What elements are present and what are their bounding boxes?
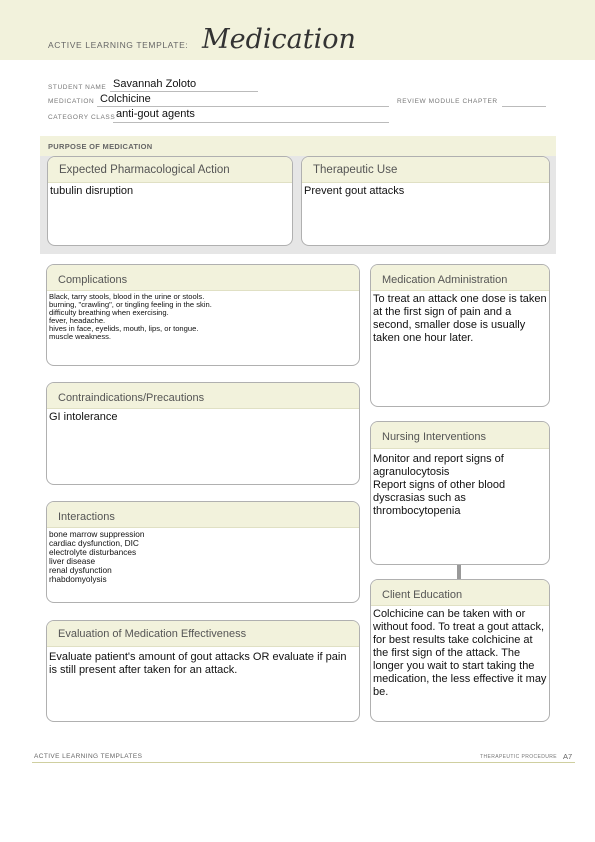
- student-name-line: [110, 91, 258, 92]
- client-education-title: Client Education: [371, 580, 549, 606]
- template-label: ACTIVE LEARNING TEMPLATE:: [48, 40, 189, 50]
- medication-administration-text[interactable]: To treat an attack one dose is taken at the first sign of pain and a second, smaller dose is usually taken one hour later.: [373, 293, 547, 344]
- medication-label: MEDICATION: [48, 98, 95, 105]
- expected-action-title: Expected Pharmacological Action: [48, 157, 292, 183]
- contraindications-box: [46, 382, 360, 485]
- review-module-label: REVIEW MODULE CHAPTER: [397, 98, 498, 105]
- review-module-line[interactable]: [502, 106, 546, 107]
- nursing-interventions-box: [370, 421, 550, 565]
- student-name-value[interactable]: Savannah Zoloto: [113, 78, 197, 90]
- interactions-box: [46, 501, 360, 603]
- complications-text[interactable]: Black, tarry stools, blood in the urine or stools. burning, "crawling", or tingling feeling in the skin. difficulty breathing when exercising. fever, headache. hives in face, eyelids, mouth, lips, or tongue. muscle weakness.: [49, 292, 212, 342]
- student-name-label: STUDENT NAME: [48, 84, 107, 91]
- template-title: Medication: [202, 24, 356, 55]
- evaluation-box: [46, 620, 360, 722]
- category-class-value[interactable]: anti-gout agents: [116, 108, 195, 120]
- expected-action-text[interactable]: tubulin disruption: [50, 185, 134, 197]
- client-education-box: [370, 579, 550, 722]
- purpose-label: PURPOSE OF MEDICATION: [48, 142, 153, 151]
- client-education-text[interactable]: Colchicine can be taken with or without food. To treat a gout attack, for best results take colchicine at the first sign of the attack. The longer you wait to start taking the medication, the less effective it may be.: [373, 608, 547, 698]
- medication-administration-box: [370, 264, 550, 407]
- therapeutic-use-text[interactable]: Prevent gout attacks: [304, 185, 405, 197]
- interactions-text[interactable]: bone marrow suppression cardiac dysfunction, DIC electrolyte disturbances liver disease renal dysfunction rhabdomyolysis: [49, 529, 145, 584]
- medication-administration-title: Medication Administration: [371, 265, 549, 291]
- category-class-line: [113, 122, 389, 123]
- complications-title: Complications: [47, 265, 359, 291]
- therapeutic-use-title: Therapeutic Use: [302, 157, 549, 183]
- expected-action-box: [47, 156, 293, 246]
- interactions-title: Interactions: [47, 502, 359, 528]
- footer-left-label: ACTIVE LEARNING TEMPLATES: [34, 753, 143, 760]
- evaluation-text[interactable]: Evaluate patient's amount of gout attacks OR evaluate if pain is still present after taken for an attack.: [49, 651, 347, 676]
- nursing-interventions-title: Nursing Interventions: [371, 422, 549, 449]
- footer-page-number: A7: [563, 752, 573, 761]
- connector-bar: [457, 565, 461, 580]
- footer-divider: [32, 762, 575, 763]
- category-class-label: CATEGORY CLASS: [48, 114, 116, 121]
- footer-right-label: THERAPEUTIC PROCEDURE: [480, 754, 558, 760]
- contraindications-title: Contraindications/Precautions: [47, 383, 359, 409]
- contraindications-text[interactable]: GI intolerance: [49, 411, 118, 423]
- nursing-interventions-text[interactable]: Monitor and report signs of agranulocytosis Report signs of other blood dyscrasias such as thrombocytopenia: [373, 453, 506, 517]
- medication-line: [97, 106, 389, 107]
- therapeutic-use-box: [301, 156, 550, 246]
- medication-value[interactable]: Colchicine: [100, 93, 151, 105]
- complications-box: [46, 264, 360, 366]
- evaluation-title: Evaluation of Medication Effectiveness: [47, 621, 359, 647]
